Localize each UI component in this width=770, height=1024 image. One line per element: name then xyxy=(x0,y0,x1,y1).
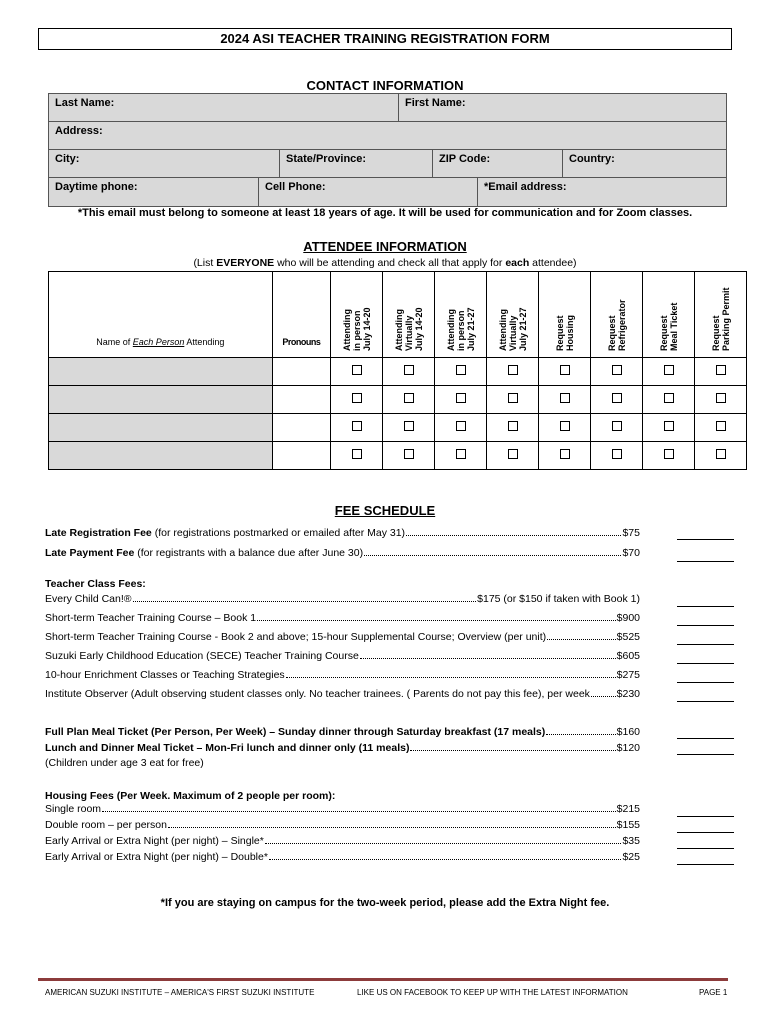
class-fee-item: 10-hour Enrichment Classes or Teaching Strategies $275 xyxy=(45,669,640,681)
state-field[interactable] xyxy=(280,150,433,177)
checkbox[interactable] xyxy=(456,393,466,403)
checkbox[interactable] xyxy=(456,421,466,431)
city-field[interactable] xyxy=(49,150,280,177)
contact-heading: CONTACT INFORMATION xyxy=(306,78,464,93)
checkbox[interactable] xyxy=(404,365,414,375)
attendee-option-cell xyxy=(487,358,539,386)
cell-phone-label: Cell Phone: xyxy=(265,181,326,193)
daytime-phone-label: Daytime phone: xyxy=(55,181,138,193)
campus-note: *If you are staying on campus for the two-week period, please add the Extra Night fee. xyxy=(160,897,610,909)
class-fee-item: Suzuki Early Childhood Education (SECE) Teacher Training Course $605 xyxy=(45,650,640,662)
fee-heading: FEE SCHEDULE xyxy=(334,503,436,518)
footer-institute: AMERICAN SUZUKI INSTITUTE – AMERICA'S FIRST SUZUKI INSTITUTE xyxy=(45,988,315,997)
attendee-name-input[interactable] xyxy=(49,414,273,442)
attendee-option-cell xyxy=(435,414,487,442)
checkbox[interactable] xyxy=(508,449,518,459)
last-name-field[interactable] xyxy=(49,94,399,121)
attendee-header-row xyxy=(49,272,747,358)
checkbox[interactable] xyxy=(404,393,414,403)
attendee-option-cell xyxy=(695,386,747,414)
contact-grid xyxy=(48,93,727,207)
checkbox[interactable] xyxy=(612,365,622,375)
housing-fee-item: Early Arrival or Extra Night (per night) – Single* $35 xyxy=(45,835,640,847)
attendee-option-cell xyxy=(435,358,487,386)
checkbox[interactable] xyxy=(664,365,674,375)
footer-page: PAGE 1 xyxy=(699,988,728,997)
checkbox[interactable] xyxy=(456,365,466,375)
late-registration-fee: Late Registration Fee (for registrations postmarked or emailed after May 31) $75 xyxy=(45,527,640,539)
state-label: State/Province: xyxy=(286,153,367,165)
col-header-3: Attending Virtually July 21-27 xyxy=(487,272,539,358)
address-field[interactable] xyxy=(49,122,726,149)
checkbox[interactable] xyxy=(404,449,414,459)
attendee-option-cell xyxy=(643,442,695,470)
address-label: Address: xyxy=(55,125,103,137)
attendee-pronouns-input[interactable] xyxy=(272,442,330,470)
col-header-1: Attending Virtually July 14-20 xyxy=(383,272,435,358)
attendee-option-cell xyxy=(695,414,747,442)
cell-phone-field[interactable] xyxy=(259,178,478,206)
meal-full-fee: Full Plan Meal Ticket (Per Person, Per Week) – Sunday dinner through Saturday breakfast (17 meals) $160 xyxy=(45,726,640,738)
checkbox[interactable] xyxy=(612,393,622,403)
attendee-option-cell xyxy=(539,442,591,470)
checkbox[interactable] xyxy=(716,365,726,375)
attendee-option-cell xyxy=(331,358,383,386)
checkbox[interactable] xyxy=(404,421,414,431)
country-label: Country: xyxy=(569,153,615,165)
meal-note: (Children under age 3 eat for free) xyxy=(45,757,204,769)
attendee-option-cell xyxy=(539,414,591,442)
checkbox[interactable] xyxy=(352,421,362,431)
checkbox[interactable] xyxy=(612,421,622,431)
housing-fee-item: Double room – per person $155 xyxy=(45,819,640,831)
checkbox[interactable] xyxy=(612,449,622,459)
email-note: *This email must belong to someone at least 18 years of age. It will be used for communication and for Zoom classes. xyxy=(77,207,693,219)
checkbox[interactable] xyxy=(456,449,466,459)
attendee-option-cell xyxy=(643,414,695,442)
checkbox[interactable] xyxy=(716,421,726,431)
attendee-name-input[interactable] xyxy=(49,358,273,386)
checkbox[interactable] xyxy=(560,449,570,459)
daytime-phone-field[interactable] xyxy=(49,178,259,206)
checkbox[interactable] xyxy=(352,365,362,375)
attendee-option-cell xyxy=(487,414,539,442)
city-label: City: xyxy=(55,153,80,165)
country-field[interactable] xyxy=(563,150,726,177)
attendee-row xyxy=(49,442,747,470)
housing-fees-heading: Housing Fees (Per Week. Maximum of 2 people per room): xyxy=(45,790,336,802)
attendee-option-cell xyxy=(383,358,435,386)
attendee-row xyxy=(49,386,747,414)
first-name-field[interactable] xyxy=(399,94,726,121)
meal-full-blank[interactable] xyxy=(677,738,734,739)
zip-field[interactable] xyxy=(433,150,563,177)
class-fee-item: Short-term Teacher Training Course - Book 2 and above; 15-hour Supplemental Course; Overview (per unit) $525 xyxy=(45,631,640,643)
attendee-option-cell xyxy=(591,386,643,414)
pronouns-column-header: Pronouns xyxy=(272,272,330,358)
attendee-option-cell xyxy=(695,442,747,470)
meal-lunch-blank[interactable] xyxy=(677,754,734,755)
housing-fee-item: Early Arrival or Extra Night (per night) – Double* $25 xyxy=(45,851,640,863)
attendee-subnote: (List EVERYONE who will be attending and check all that apply for each attendee) xyxy=(193,257,577,269)
col-header-5: Request Refrigerator xyxy=(591,272,643,358)
checkbox[interactable] xyxy=(508,393,518,403)
class-fee-blank[interactable] xyxy=(677,682,734,683)
attendee-option-cell xyxy=(539,358,591,386)
attendee-option-cell xyxy=(591,358,643,386)
col-header-6: Request Meal Ticket xyxy=(643,272,695,358)
late-registration-blank[interactable] xyxy=(677,539,734,540)
class-fee-blank[interactable] xyxy=(677,663,734,664)
checkbox[interactable] xyxy=(352,449,362,459)
late-payment-blank[interactable] xyxy=(677,561,734,562)
footer-facebook[interactable]: LIKE US ON FACEBOOK TO KEEP UP WITH THE LATEST INFORMATION xyxy=(357,988,628,997)
attendee-option-cell xyxy=(331,442,383,470)
checkbox[interactable] xyxy=(508,365,518,375)
attendee-option-cell xyxy=(331,386,383,414)
attendee-option-cell xyxy=(643,358,695,386)
housing-fee-item: Single room $215 xyxy=(45,803,640,815)
checkbox[interactable] xyxy=(716,393,726,403)
attendee-option-cell xyxy=(487,442,539,470)
checkbox[interactable] xyxy=(664,421,674,431)
class-fee-item: Institute Observer (Adult observing student classes only. No teacher trainees. ( Parents do not pay this fee), per week $230 xyxy=(45,688,640,700)
checkbox[interactable] xyxy=(560,365,570,375)
checkbox[interactable] xyxy=(664,393,674,403)
attendee-table xyxy=(48,271,747,470)
col-header-4: Request Housing xyxy=(539,272,591,358)
housing-fee-blank[interactable] xyxy=(677,832,734,833)
late-payment-fee: Late Payment Fee (for registrants with a balance due after June 30) $70 xyxy=(45,547,640,559)
checkbox[interactable] xyxy=(508,421,518,431)
last-name-label: Last Name: xyxy=(55,97,115,109)
form-title: 2024 ASI TEACHER TRAINING REGISTRATION FORM xyxy=(38,28,732,50)
attendee-pronouns-input[interactable] xyxy=(272,386,330,414)
attendee-option-cell xyxy=(331,414,383,442)
checkbox[interactable] xyxy=(560,393,570,403)
housing-fee-blank[interactable] xyxy=(677,864,734,865)
attendee-option-cell xyxy=(383,442,435,470)
housing-fee-blank[interactable] xyxy=(677,816,734,817)
checkbox[interactable] xyxy=(664,449,674,459)
class-fee-blank[interactable] xyxy=(677,644,734,645)
footer-divider xyxy=(38,978,728,981)
col-header-7: Request Parking Permit xyxy=(695,272,747,358)
class-fee-item: Short-term Teacher Training Course – Book 1 $900 xyxy=(45,612,640,624)
attendee-pronouns-input[interactable] xyxy=(272,414,330,442)
name-column-header: Name of Each Person Attending xyxy=(49,272,273,358)
attendee-option-cell xyxy=(695,358,747,386)
attendee-option-cell xyxy=(383,414,435,442)
col-header-0: Attending in person July 14-20 xyxy=(331,272,383,358)
attendee-option-cell xyxy=(643,386,695,414)
checkbox[interactable] xyxy=(716,449,726,459)
checkbox[interactable] xyxy=(352,393,362,403)
email-label: *Email address: xyxy=(484,181,567,193)
attendee-name-input[interactable] xyxy=(49,442,273,470)
attendee-row xyxy=(49,358,747,386)
email-field[interactable] xyxy=(478,178,726,206)
col-header-2: Attending in person July 21-27 xyxy=(435,272,487,358)
attendee-option-cell xyxy=(539,386,591,414)
attendee-option-cell xyxy=(591,414,643,442)
zip-label: ZIP Code: xyxy=(439,153,491,165)
class-fee-blank[interactable] xyxy=(677,701,734,702)
attendee-option-cell xyxy=(435,442,487,470)
attendee-heading: ATTENDEE INFORMATION xyxy=(303,239,467,254)
attendee-option-cell xyxy=(487,386,539,414)
attendee-option-cell xyxy=(383,386,435,414)
class-fee-item: Every Child Can!® $175 (or $150 if taken with Book 1) xyxy=(45,593,640,605)
attendee-option-cell xyxy=(435,386,487,414)
class-fee-blank[interactable] xyxy=(677,625,734,626)
class-fee-blank[interactable] xyxy=(677,606,734,607)
attendee-row xyxy=(49,414,747,442)
checkbox[interactable] xyxy=(560,421,570,431)
attendee-name-input[interactable] xyxy=(49,386,273,414)
first-name-label: First Name: xyxy=(405,97,466,109)
class-fees-heading: Teacher Class Fees: xyxy=(45,578,146,590)
meal-lunch-fee: Lunch and Dinner Meal Ticket – Mon-Fri lunch and dinner only (11 meals) $120 xyxy=(45,742,640,754)
attendee-pronouns-input[interactable] xyxy=(272,358,330,386)
housing-fee-blank[interactable] xyxy=(677,848,734,849)
attendee-option-cell xyxy=(591,442,643,470)
